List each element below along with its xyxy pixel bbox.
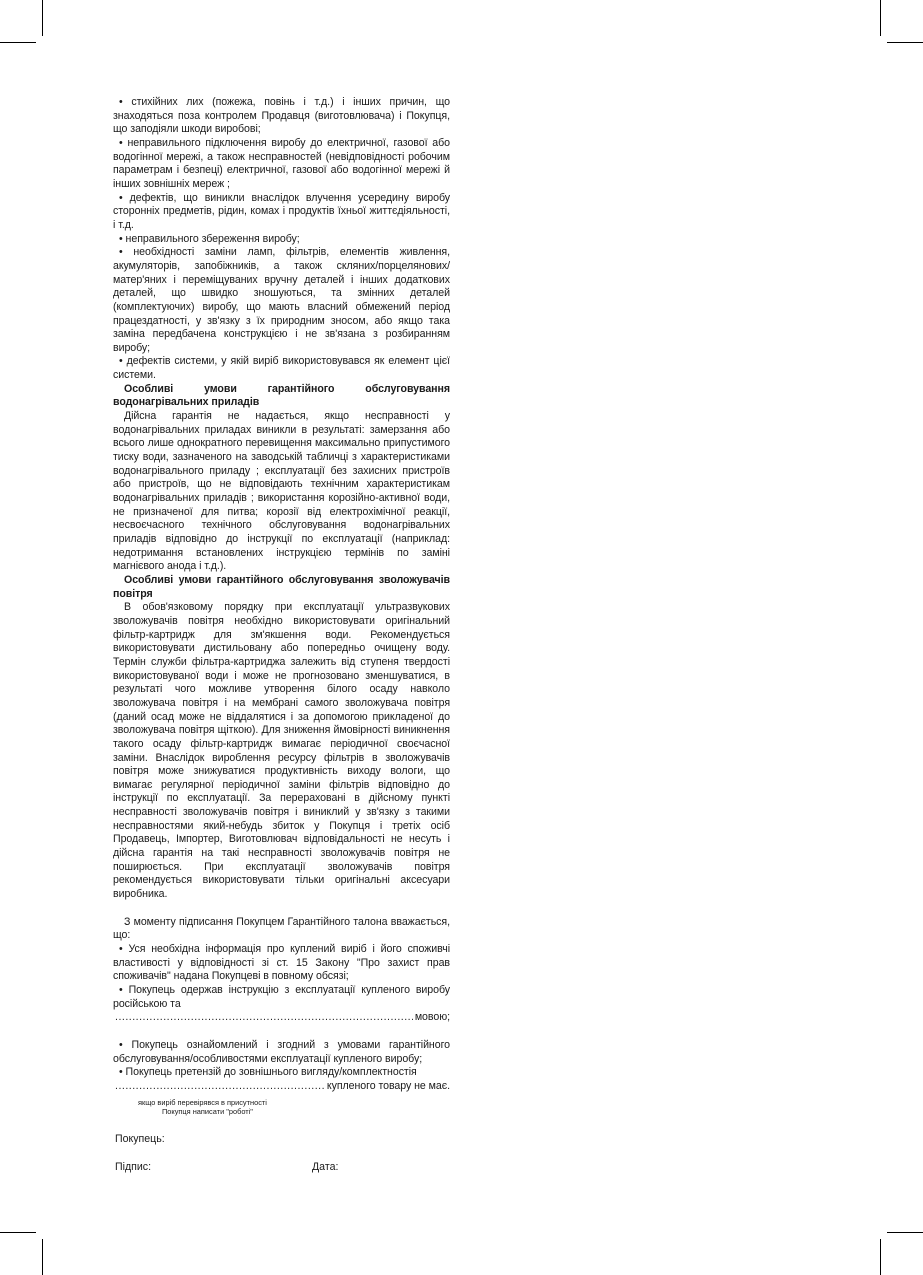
signature-label: Підпис:	[115, 1161, 152, 1173]
manual-bullet	[113, 984, 450, 1011]
water-heater-heading: Особливі умови гарантійного обслуговування водонагрівальних приладів	[113, 382, 450, 409]
manual-bullet-end: мовою;	[414, 1011, 450, 1024]
humidifier-heading: Особливі умови гарантійного обслуговування зволожувачів повітря	[113, 573, 450, 600]
exclusion-bullet: • дефектів, що виникли внаслідок влучення усередину виробу сторонніх предметів, рідин, комах і продуктів їхньої життєдіяльності, і т.д.	[113, 191, 450, 231]
crop-mark	[880, 0, 881, 36]
crop-mark	[887, 1232, 923, 1233]
manual-language-line	[113, 1011, 450, 1025]
claims-bullet: • Покупець претензій до зовнішнього вигляду/комплектностія	[119, 1066, 417, 1079]
exclusion-bullet: • стихійних лих (пожежа, повінь і т.д.) і інших причин, що знаходяться поза контролем Продавця (виготовлювача) і Покупця, що заподіяли шкоди виробові;	[113, 96, 450, 136]
date-label: Дата:	[312, 1161, 339, 1173]
exclusion-bullet: • необхідності заміни ламп, фільтрів, елементів живлення, акумуляторів, запобіжників, а також скляних/порцелянових/матер'яних і переміщуваних вручну деталей і інших додаткових деталей, що швидко зношуються, та змінних деталей (комплектуючих) виробу, що мають власний обмежений період працездатності, у зв'язку з їх природним зносом, або якщо така заміна передбачена конструкцією і не зв'язана з розбиранням виробу;	[113, 246, 450, 354]
language-blank	[115, 1011, 413, 1025]
claims-bullet-end: купленого товару не має.	[326, 1079, 450, 1092]
note-line-1: якщо виріб перевірявся в присутності	[138, 1098, 267, 1107]
crop-mark	[42, 0, 43, 36]
signing-intro: З моменту підписання Покупцем Гарантійного талона вважається, що:	[113, 915, 450, 942]
buyer-label: Покупець:	[115, 1133, 165, 1145]
crop-mark	[0, 1232, 36, 1233]
note-line-2: Покупця написати "роботі"	[162, 1107, 253, 1116]
manual-bullet-start: • Покупець одержав інструкцію з експлуатації купленого виробу російською та	[113, 984, 450, 1010]
warranty-text-column	[113, 96, 450, 1094]
water-heater-paragraph: Дійсна гарантія не надається, якщо несправності у водонагрівальних приладах виникли в результаті: замерзання або всього лише однократного перевищення максимально припустимого тиску води, зазначеного на заводській табличці з характеристиками водонагрівального приладу ; експлуатації без захисних пристроїв або пристроїв, що не відповідають технічним характеристикам водонагрівальних приладів ; використання корозійно-активної води, не призначеної для питва; корозії від електрохімічної реакції, несвоєчасного технічного обслуговування водонагрівальних приладів відповідно до інструкції по експлуатації (наприклад: недотримання встановлених інструкцією термінів по заміні магнієвого анода і т.д.).	[113, 410, 450, 573]
verification-note	[138, 1098, 338, 1116]
crop-mark	[880, 1239, 881, 1275]
humidifier-paragraph: В обов'язковому порядку при експлуатації ультразвукових зволожувачів повітря необхідно використовувати оригінальний фільтр-картридж для зм'якшення води. Рекомендується використовувати дистильовану або попередньо очищену воду. Термін служби фільтра-картриджа залежить від ступеня твердості використовуваної води і може не прогнозовано зменшуватися, в результаті чого можливе утворення білого осаду навколо зволожувача повітря і на мембрані самого зволожувача повітря (даний осад може не віддалятися і за допомогою прикладеної до зволожувача повітря щіткою). Для зниження ймовірності виникнення такого осаду фільтр-картридж вимагає періодичної своєчасної заміни. Внаслідок вироблення ресурсу фільтрів в зволожувачів повітря може знижуватися продуктивність виходу вологи, що вимагає регулярної періодичної заміни фільтрів відповідно до інструкції по експлуатації. За перераховані в дійсному пункті несправності зволожувачів повітря і виниклий у зв'язку з такими несправностями який-небудь збиток у Покупця і третіх осіб Продавець, Імпортер, Виготовлювач відповідальності не несуть і дійсна гарантія на такі несправності зволожувачів повітря не поширюється. При експлуатації зволожувачів повітря рекомендується використовувати тільки оригінальні аксесуари виробника.	[113, 601, 450, 901]
exclusion-bullet: • неправильного збереження виробу;	[119, 232, 300, 245]
crop-mark	[0, 42, 36, 43]
crop-mark	[887, 42, 923, 43]
exclusion-bullet: • неправильного підключення виробу до електричної, газової або водогінної мережі, а також несправностей (невідповідності робочим параметрам і безпеці) електричної, газової або водогінної мережі й інших зовнішніх мереж ;	[113, 136, 450, 190]
claims-line	[113, 1080, 450, 1094]
exclusion-bullet: • дефектів системи, у якій виріб використовувався як елемент цієї системи.	[113, 355, 450, 382]
agreement-bullet: • Покупець ознайомлений і згодний з умовами гарантійного обслуговування/особливостями експлуатації купленого виробу;	[113, 1038, 450, 1065]
claims-blank	[115, 1080, 325, 1094]
crop-mark	[42, 1239, 43, 1275]
info-bullet: • Уся необхідна інформація про куплений виріб і його споживчі властивості у відповідності зі ст. 15 Закону "Про захист прав споживачів" надана Покупцеві в повному обсязі;	[113, 943, 450, 983]
